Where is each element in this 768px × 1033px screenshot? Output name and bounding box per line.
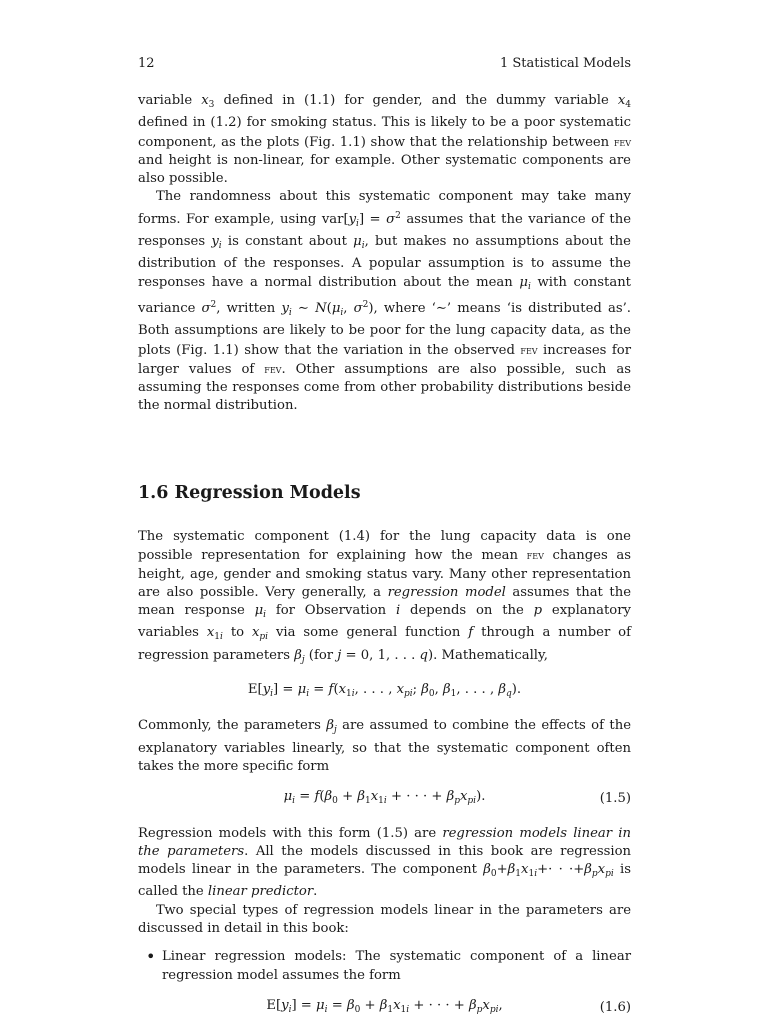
page-body xyxy=(138,92,632,1015)
equation-number: (1.5) xyxy=(599,791,631,807)
running-title: 1 Statistical Models xyxy=(499,56,631,71)
paragraph-randomness: The randomness about this systematic component may take many forms. For example, using $var[y_i] = \sigma^2$ assumes that the variance of the responses $y_i$ is constant about $\mu_i$, but makes no assumptions about the distribution of the responses. A popular assumption is to assume the responses have a normal distribution about the mean $\mu_i$ with constant variance $\sigma^2$, written $y_i$ ∼ $N(\mu_i$, $\sigma^2$), where ‘∼’ means ‘is distributed as’. Both assumptions are likely to be poor for the lung capacity data, as the plots (Fig. 1.1) show that the variation in the observed fev increases for larger values of fev. Other assumptions are also possible, such as assuming the responses come from other probability distributions beside the normal distribution. xyxy=(138,189,631,414)
paragraph-definition: Regression models with this form (1.5) are regression models linear in the parameters. All the models discussed in this book are regression models linear in the parameters. The component $\beta_0+\beta_1x_{1i}+\cdot \cdot \cdot+\beta_px_{pi}$ is called the linear predictor. Two special types of regression models linear in the parameters are discussed in detail in this book: xyxy=(138,825,631,937)
paragraph-intro: The systematic component (1.4) for the lung capacity data is one possible representation for explaining how the mean fev changes as height, age, gender and smoking status vary. Many other representation are also possible. Very generally, a regression model assumes that the mean response $\mu_i$ for Observation i depends on the p explanatory variables $x_{1i}$ to $x_{pi}$ via some general function f through a number of regression parameters $\beta_j$ (for j = 0, 1, . . . q). Mathematically, xyxy=(138,529,632,665)
equation-1-6: $E[y_i] = \mu_i = \beta_0 + \beta_1x_{1i}$ + · · · + $\beta_px_{pi}$, (1.6) xyxy=(138,997,631,1019)
list-item: • Linear regression models: The systematic component of a linear regression model assumes the form xyxy=(138,948,631,985)
paragraph-linear: Commonly, the parameters $\beta_j$ are assumed to combine the effects of the explanatory variables linearly, so that the systematic component often takes the more specific form xyxy=(138,718,631,774)
page-header xyxy=(138,56,631,76)
paragraph-systematic: variable $x_3$ defined in (1.1) for gender, and the dummy variable $x_4$ defined in (1.2) for smoking status. This is likely to be a poor systematic component, as the plots (Fig. 1.1) show that the relationship between fev and height is non-linear, for example. Other systematic components are also possible. xyxy=(138,93,631,187)
equation-number: (1.6) xyxy=(599,999,631,1015)
bullet-icon: • xyxy=(146,947,156,967)
page-number: 12 xyxy=(138,56,155,71)
equation-1-5: $\mu_i = f(\beta_0 + \beta_1x_{1i}$ + · · · + $\beta_px_{pi}$). (1.5) xyxy=(138,788,631,810)
equation-general: $E[y_i] = \mu_i = f(x_{1i}$, . . . , $x_{pi}$; $\beta_0$, $\beta_1$, . . . , $\beta_q$). xyxy=(247,682,522,700)
section-body xyxy=(138,528,631,1033)
section-heading: 1.6 Regression Models xyxy=(138,483,361,503)
